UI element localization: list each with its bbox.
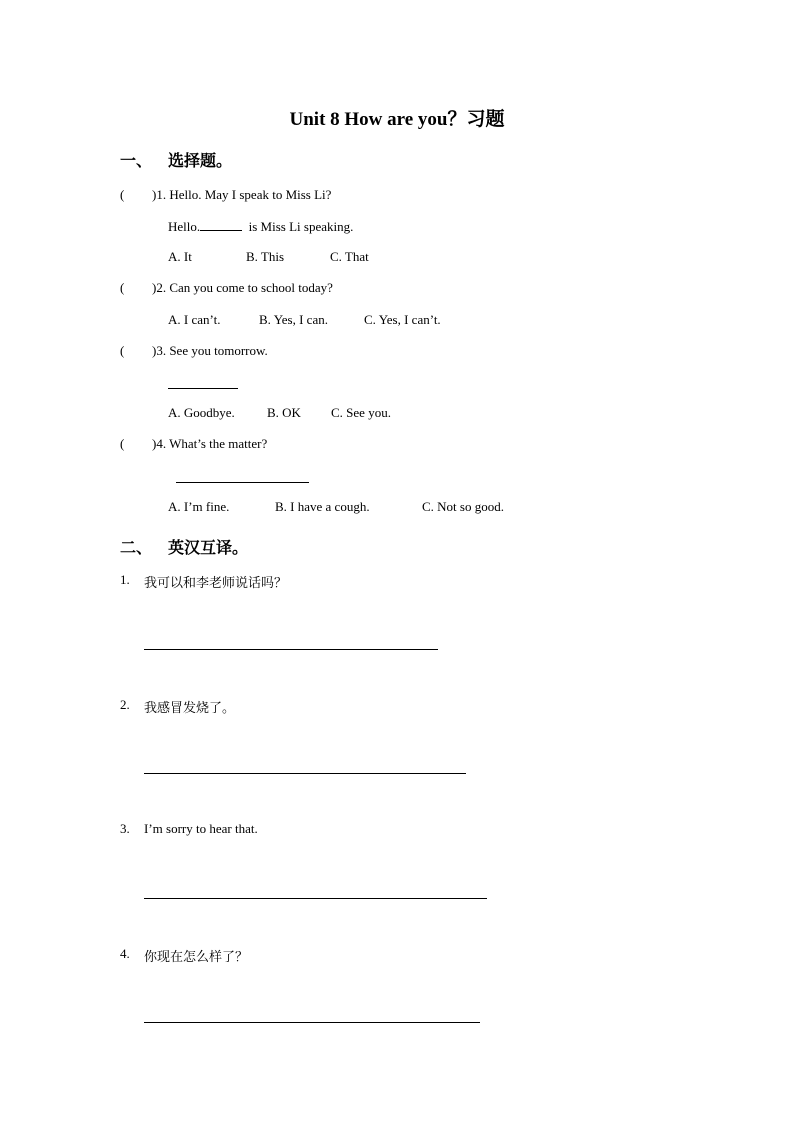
q3-answer-blank[interactable] (168, 388, 238, 389)
section-1-number: 一、 (120, 153, 153, 170)
q1-option-b: B. This (246, 249, 285, 264)
section-2-heading: 英汉互译。 (168, 540, 249, 557)
section-1-heading: 选择题。 (168, 153, 233, 170)
translate-item-1-text: 我可以和李老师说话吗？ (144, 575, 288, 590)
translate-item-1-number: 1. (120, 572, 130, 587)
section-2-number: 二、 (120, 540, 153, 557)
q2-paren: ( (120, 280, 125, 295)
q3-option-a: A. Goodbye. (168, 405, 235, 420)
q3-paren: ( (120, 343, 125, 358)
q2-prompt: )2. Can you come to school today? (152, 280, 333, 295)
q4-option-a: A. I’m fine. (168, 499, 230, 514)
translate-item-1-answer-line[interactable] (144, 649, 438, 650)
q1-prompt: )1. Hello. May I speak to Miss Li? (152, 187, 332, 202)
q1-answer-prefix: Hello. (168, 219, 201, 234)
q3-option-b: B. OK (267, 405, 301, 420)
q4-option-c: C. Not so good. (422, 499, 504, 514)
q4-prompt: )4. What’s the matter? (152, 436, 268, 451)
q1-paren: ( (120, 187, 125, 202)
translate-item-3-answer-line[interactable] (144, 898, 487, 899)
q3-prompt: )3. See you tomorrow. (152, 343, 268, 358)
q1-option-a: A. It (168, 249, 192, 264)
translate-item-3-text: I’m sorry to hear that. (144, 821, 258, 836)
translate-item-3-number: 3. (120, 821, 130, 836)
translate-item-2-number: 2. (120, 697, 130, 712)
translate-item-2-answer-line[interactable] (144, 773, 466, 774)
q4-option-b: B. I have a cough. (275, 499, 370, 514)
q4-paren: ( (120, 436, 125, 451)
q1-answer-line (168, 218, 353, 235)
page-title: Unit 8 How are you？习题 (289, 109, 505, 130)
q2-option-b: B. Yes, I can. (259, 312, 328, 327)
q1-answer-suffix: is Miss Li speaking. (248, 219, 354, 234)
translate-item-4-number: 4. (120, 946, 130, 961)
translate-item-4-text: 你现在怎么样了？ (144, 949, 249, 964)
q3-option-c: C. See you. (331, 405, 391, 420)
q4-answer-blank[interactable] (176, 482, 309, 483)
translate-item-2-text: 我感冒发烧了。 (144, 700, 236, 715)
q1-option-c: C. That (330, 249, 369, 264)
q2-option-c: C. Yes, I can’t. (364, 312, 441, 327)
q2-option-a: A. I can’t. (168, 312, 221, 327)
translate-item-4-answer-line[interactable] (144, 1022, 480, 1023)
q1-answer-blank[interactable] (200, 218, 242, 231)
